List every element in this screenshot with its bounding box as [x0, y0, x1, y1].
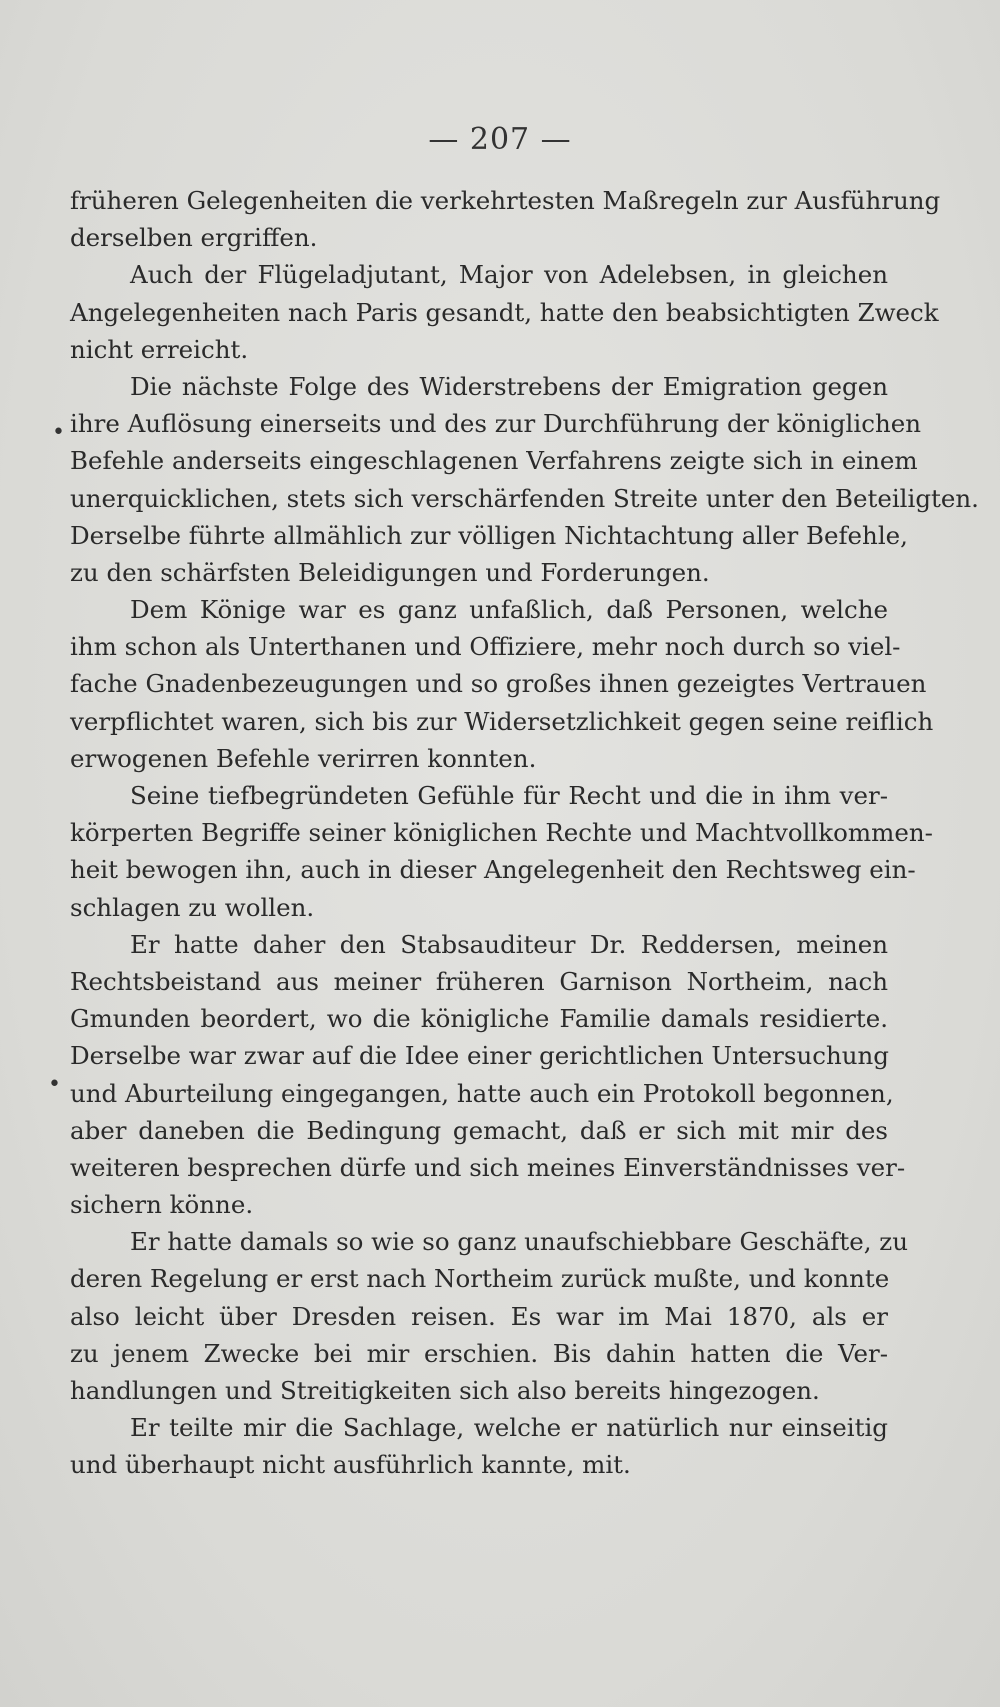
text-line: also leicht über Dresden reisen. Es war im Mai 1870, als er [70, 1301, 888, 1331]
text-line: fache Gnadenbezeugungen und so großes ihnen gezeigtes Vertrauen [70, 669, 927, 699]
text-line: verpflichtet waren, sich bis zur Widersetzlichkeit gegen seine reiflich [70, 706, 934, 736]
text-line: zu jenem Zwecke bei mir erschien. Bis dahin hatten die Ver- [70, 1338, 888, 1368]
text-line: erwogenen Befehle verirren konnten. [70, 743, 537, 773]
text-line: heit bewogen ihn, auch in dieser Angelegenheit den Rechtsweg ein- [70, 855, 916, 885]
text-line: körperten Begriffe seiner königlichen Rechte und Machtvollkommen- [70, 818, 933, 848]
text-line: Derselbe führte allmählich zur völligen Nichtachtung aller Befehle, [70, 520, 908, 550]
margin-mark: • [48, 1072, 61, 1097]
text-line: Die nächste Folge des Widerstrebens der Emigration gegen [130, 371, 888, 401]
text-line: derselben ergriffen. [70, 223, 318, 253]
body-text [70, 182, 979, 1484]
text-line: früheren Gelegenheiten die verkehrtesten Maßregeln zur Ausführung [70, 186, 941, 215]
text-line: und Aburteilung eingegangen, hatte auch ein Protokoll begonnen, [70, 1078, 894, 1108]
text-line: deren Regelung er erst nach Northeim zurück mußte, und konnte [70, 1264, 890, 1294]
text-line: zu den schärfsten Beleidigungen und Forderungen. [70, 557, 710, 587]
text-line: ihre Auflösung einerseits und des zur Durchführung der königlichen [70, 409, 922, 439]
text-line: und überhaupt nicht ausführlich kannte, mit. [70, 1450, 631, 1480]
text-line: Dem Könige war es ganz unfaßlich, daß Personen, welche [130, 595, 888, 625]
text-line: nicht erreicht. [70, 334, 249, 364]
text-line: schlagen zu wollen. [70, 892, 315, 922]
text-line: Befehle anderseits eingeschlagenen Verfahrens zeigte sich in einem [70, 446, 918, 476]
page-number: — 207 — [428, 122, 572, 157]
text-line: unerquicklichen, stets sich verschärfenden Streite unter den Beteiligten. [70, 483, 979, 513]
text-line: Auch der Flügeladjutant, Major von Adelebsen, in gleichen [130, 260, 888, 290]
text-line: handlungen und Streitigkeiten sich also bereits hingezogen. [70, 1376, 820, 1405]
text-line: weiteren besprechen dürfe und sich meines Einverständnisses ver- [70, 1152, 906, 1182]
text-line: sichern könne. [70, 1190, 254, 1220]
text-line: Er hatte damals so wie so ganz unaufschiebbare Geschäfte, zu [130, 1227, 908, 1257]
text-line: Er teilte mir die Sachlage, welche er natürlich nur einseitig [130, 1413, 888, 1443]
margin-mark: • [52, 420, 65, 445]
text-line: Rechtsbeistand aus meiner früheren Garnison Northeim, nach [70, 966, 888, 996]
text-line: Angelegenheiten nach Paris gesandt, hatte den beabsichtigten Zweck [70, 297, 939, 327]
text-line: aber daneben die Bedingung gemacht, daß er sich mit mir des [70, 1115, 888, 1145]
text-line: Gmunden beordert, wo die königliche Familie damals residierte. [70, 1004, 888, 1034]
text-line: ihm schon als Unterthanen und Offiziere, mehr noch durch so viel- [70, 632, 901, 662]
text-line: Er hatte daher den Stabsauditeur Dr. Reddersen, meinen [130, 929, 888, 959]
text-line: Seine tiefbegründeten Gefühle für Recht und die in ihm ver- [130, 781, 888, 810]
text-line: Derselbe war zwar auf die Idee einer gerichtlichen Untersuchung [70, 1041, 889, 1071]
